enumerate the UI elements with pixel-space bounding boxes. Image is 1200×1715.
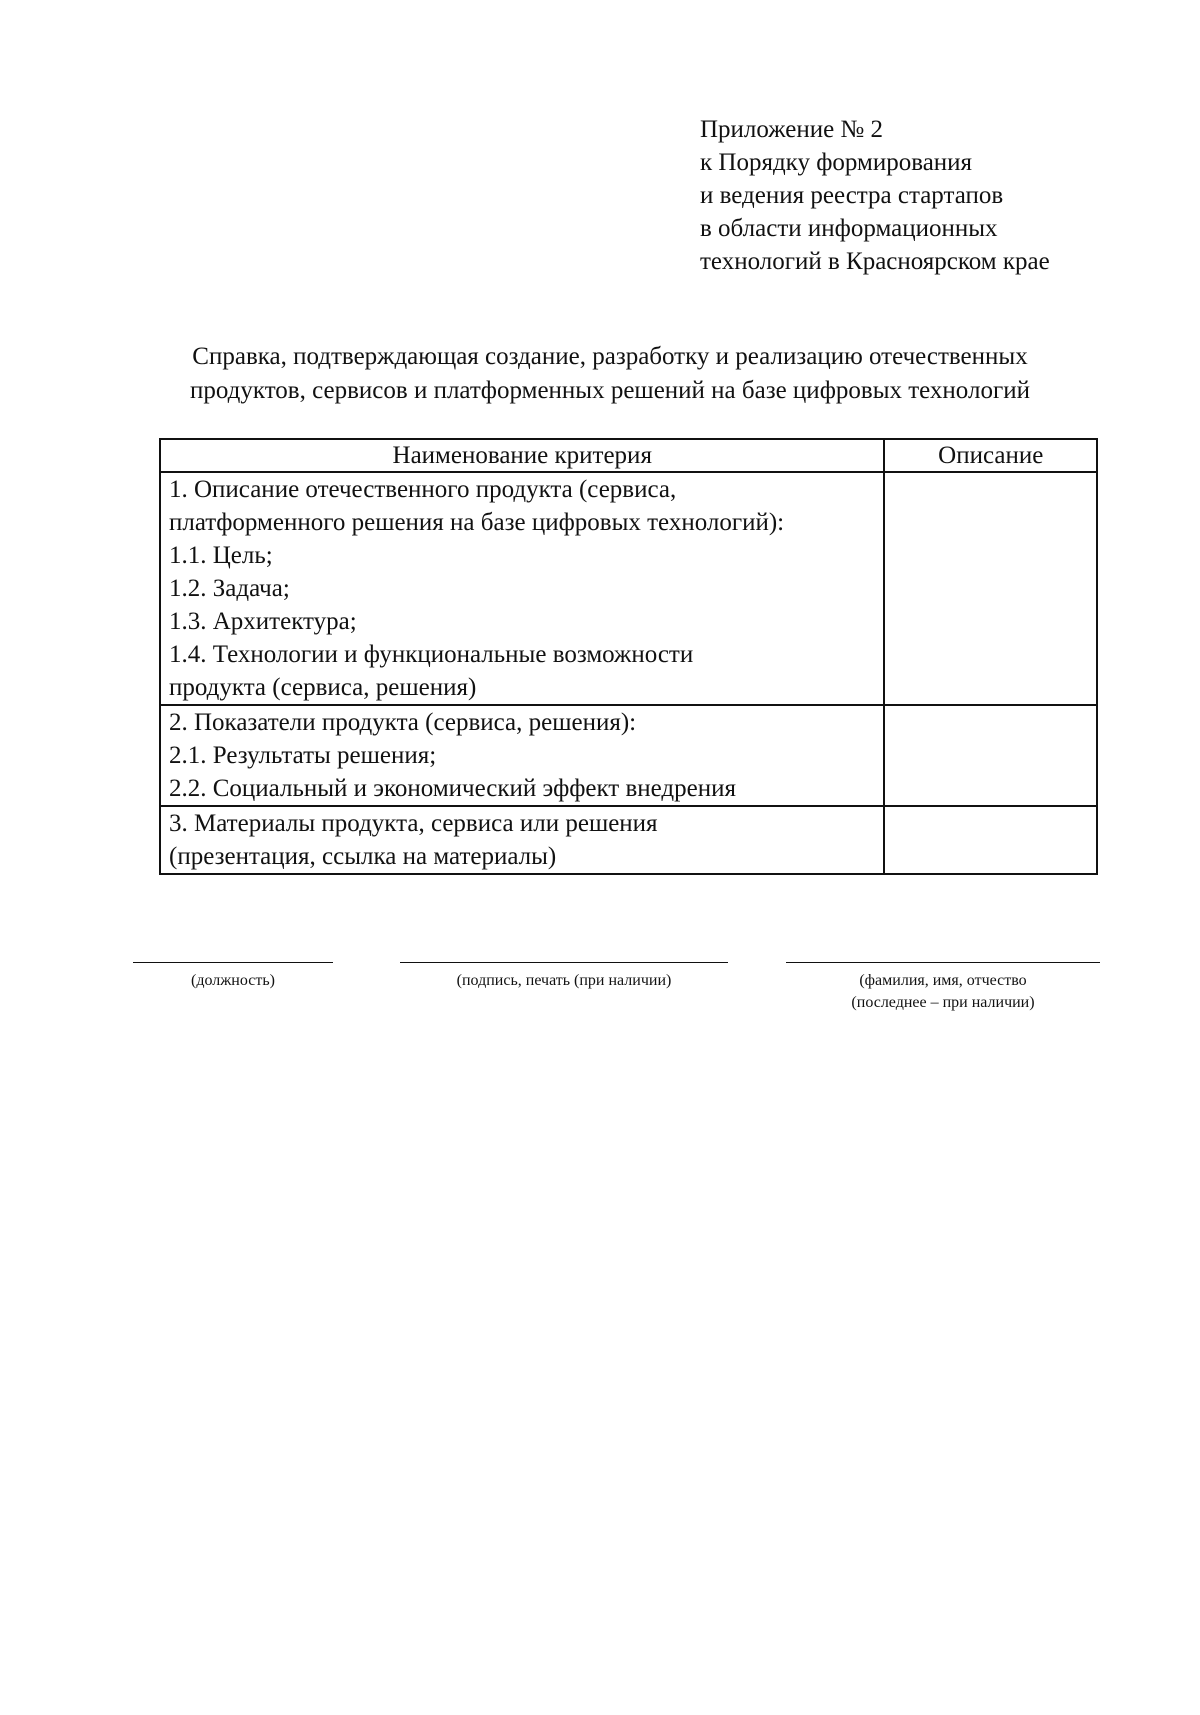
- name-caption-line: (фамилия, имя, отчество: [859, 972, 1027, 989]
- appendix-line: в области информационных: [700, 215, 998, 242]
- title-line: продуктов, сервисов и платформенных решений на базе цифровых технологий: [190, 377, 1030, 404]
- appendix-header: [700, 113, 1050, 278]
- appendix-line: Приложение № 2: [700, 116, 884, 143]
- table-header-row: [160, 439, 1097, 472]
- appendix-line: к Порядку формирования: [700, 149, 973, 176]
- criterion-line: 2.1. Результаты решения;: [169, 742, 437, 769]
- criterion-line: продукта (сервиса, решения): [169, 674, 477, 701]
- table-row: [160, 705, 1097, 806]
- criterion-cell: [160, 472, 884, 705]
- criterion-line: 2.2. Социальный и экономический эффект внедрения: [169, 775, 737, 802]
- header-description: Описание: [884, 439, 1097, 472]
- name-signature-line: [786, 962, 1100, 963]
- criterion-line: 1. Описание отечественного продукта (сервиса,: [169, 476, 677, 503]
- criterion-line: 3. Материалы продукта, сервиса или решения: [169, 810, 658, 837]
- description-cell: [884, 806, 1097, 874]
- appendix-line: и ведения реестра стартапов: [700, 182, 1004, 209]
- signature-caption: (подпись, печать (при наличии): [456, 972, 672, 989]
- criterion-cell: [160, 705, 884, 806]
- table-row: [160, 472, 1097, 705]
- description-cell: [884, 472, 1097, 705]
- appendix-line: технологий в Красноярском крае: [700, 248, 1050, 275]
- name-caption-line: (последнее – при наличии): [851, 994, 1035, 1011]
- description-cell: [884, 705, 1097, 806]
- criterion-line: платформенного решения на базе цифровых технологий):: [169, 509, 785, 536]
- table-row: [160, 806, 1097, 874]
- criterion-line: (презентация, ссылка на материалы): [169, 843, 557, 870]
- name-caption: [786, 970, 1100, 1014]
- document-title: [120, 340, 1100, 408]
- position-signature-line: [133, 962, 333, 963]
- criterion-line: 1.4. Технологии и функциональные возможности: [169, 641, 694, 668]
- criterion-line: 1.3. Архитектура;: [169, 608, 357, 635]
- title-line: Справка, подтверждающая создание, разработку и реализацию отечественных: [192, 343, 1028, 370]
- criterion-cell: [160, 806, 884, 874]
- criteria-table: [159, 438, 1098, 875]
- signature-line: [400, 962, 728, 963]
- criterion-line: 1.2. Задача;: [169, 575, 290, 602]
- criterion-line: 1.1. Цель;: [169, 542, 273, 569]
- position-caption: (должность): [191, 972, 275, 989]
- header-criterion-name: Наименование критерия: [160, 439, 884, 472]
- criterion-line: 2. Показатели продукта (сервиса, решения):: [169, 709, 637, 736]
